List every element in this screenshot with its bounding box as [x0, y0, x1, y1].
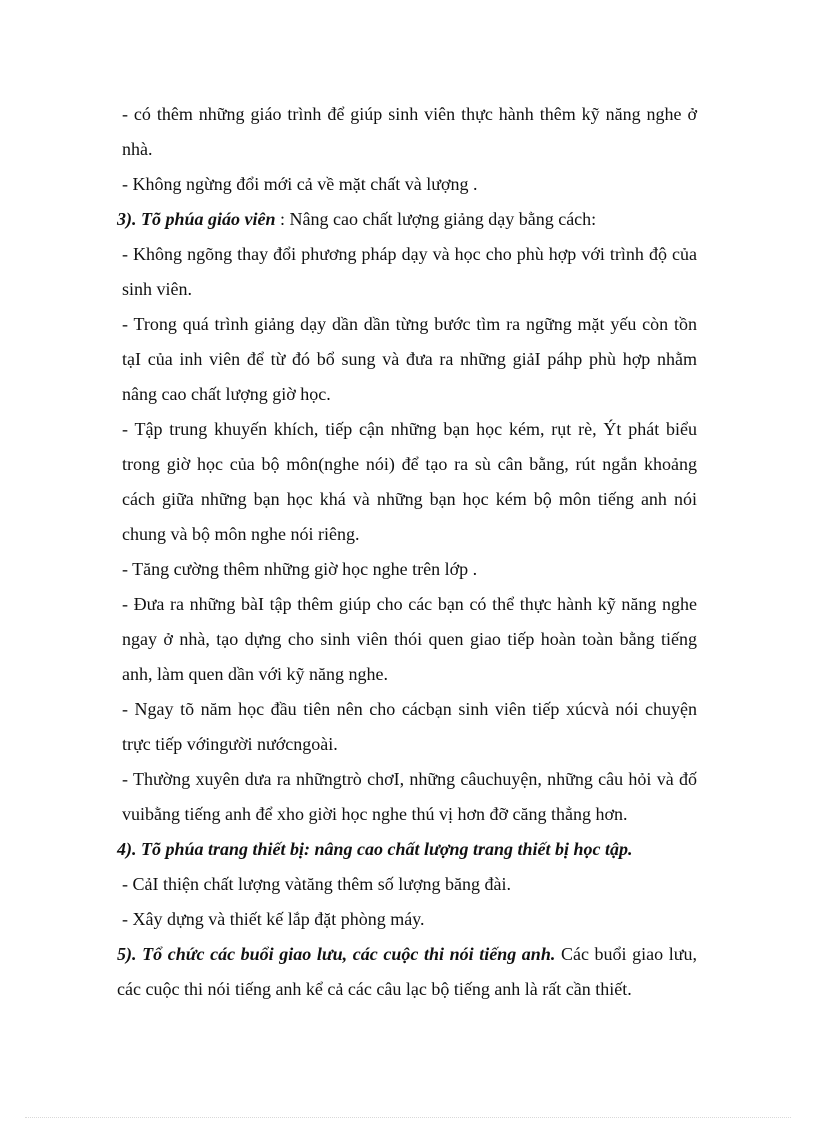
section-heading: 4). Tõ phúa trang thiết bị: nâng cao chất lượng trang thiết bị học tập.	[117, 839, 633, 859]
paragraph-text: - Tăng cường thêm những giờ học nghe trên lớp .	[122, 559, 478, 579]
section-teacher-side	[117, 202, 697, 237]
paragraph-contact-foreigners	[117, 692, 697, 762]
section-equipment-side	[117, 832, 697, 867]
paragraph-more-listening-hours	[117, 552, 697, 587]
paragraph-change-methods	[117, 237, 697, 307]
paragraph-text: - có thêm những giáo trình để giúp sinh viên thực hành thêm kỹ năng nghe ở nhà.	[122, 104, 697, 159]
paragraph-text: - Thường xuyên dưa ra nhữngtrò chơI, những câuchuyện, những câu hỏi và đố vuibằng tiếng anh để xho giời học nghe thú vị hơn đỡ căng thẳng hơn.	[122, 769, 697, 824]
paragraph-text: - Không ngừng đổi mới cả về mặt chất và lượng .	[122, 174, 478, 194]
paragraph-continuous-innovation	[117, 167, 697, 202]
section-exchange-events	[117, 937, 697, 1007]
paragraph-text: - Không ngõng thay đổi phương pháp dạy và học cho phù hợp với trình độ của sinh viên.	[122, 244, 697, 299]
paragraph-find-weaknesses	[117, 307, 697, 412]
paragraph-improve-tapes	[117, 867, 697, 902]
section-heading: 5). Tổ chức các buổi giao lưu, các cuộc thi nói tiếng anh.	[117, 944, 556, 964]
document-body	[117, 97, 697, 1007]
paragraph-text: - Đưa ra những bàI tập thêm giúp cho các bạn có thể thực hành kỹ năng nghe ngay ở nhà, tạo dựng cho sinh viên thói quen giao tiếp hoàn toàn bằng tiếng anh, làm quen dần với kỹ năng nghe.	[122, 594, 697, 684]
paragraph-text: - Trong quá trình giảng dạy dần dần từng bước tìm ra ngững mặt yếu còn tồn tạI của inh viên để từ đó bổ sung và đưa ra những giảI páhp phù hợp nhằm nâng cao chất lượng giờ học.	[122, 314, 697, 404]
paragraph-text: - Ngay tõ năm học đầu tiên nên cho cácbạn sinh viên tiếp xúcvà nói chuyện trực tiếp vớingười nướcngoài.	[122, 699, 697, 754]
paragraph-text: - Xây dựng và thiết kế lắp đặt phòng máy.	[122, 909, 425, 929]
paragraph-text: - CảI thiện chất lượng vàtăng thêm số lượng băng đài.	[122, 874, 511, 894]
paragraph-text: - Tập trung khuyến khích, tiếp cận những bạn học kém, rụt rè, Ýt phát biểu trong giờ học của bộ môn(nghe nói) để tạo ra sù cân bằng, rút ngắn khoảng cách giữa những bạn học khá và những bạn học kém bộ môn tiếng anh nói chung và bộ môn nghe nói riêng.	[122, 419, 697, 544]
paragraph-games-stories	[117, 762, 697, 832]
section-text: : Nâng cao chất lượng giảng dạy bằng cách:	[275, 209, 597, 229]
paragraph-computer-room	[117, 902, 697, 937]
paragraph-encourage-weak-students	[117, 412, 697, 552]
page-bottom-divider	[25, 1117, 791, 1118]
section-heading: 3). Tõ phúa giáo viên	[117, 209, 276, 229]
paragraph-textbook-practice	[117, 97, 697, 167]
section-text: Các buổi giao lưu, các cuộc thi nói tiếng anh kể cả các câu lạc bộ tiếng anh là rất cần thiết.	[117, 944, 697, 999]
paragraph-extra-exercises	[117, 587, 697, 692]
